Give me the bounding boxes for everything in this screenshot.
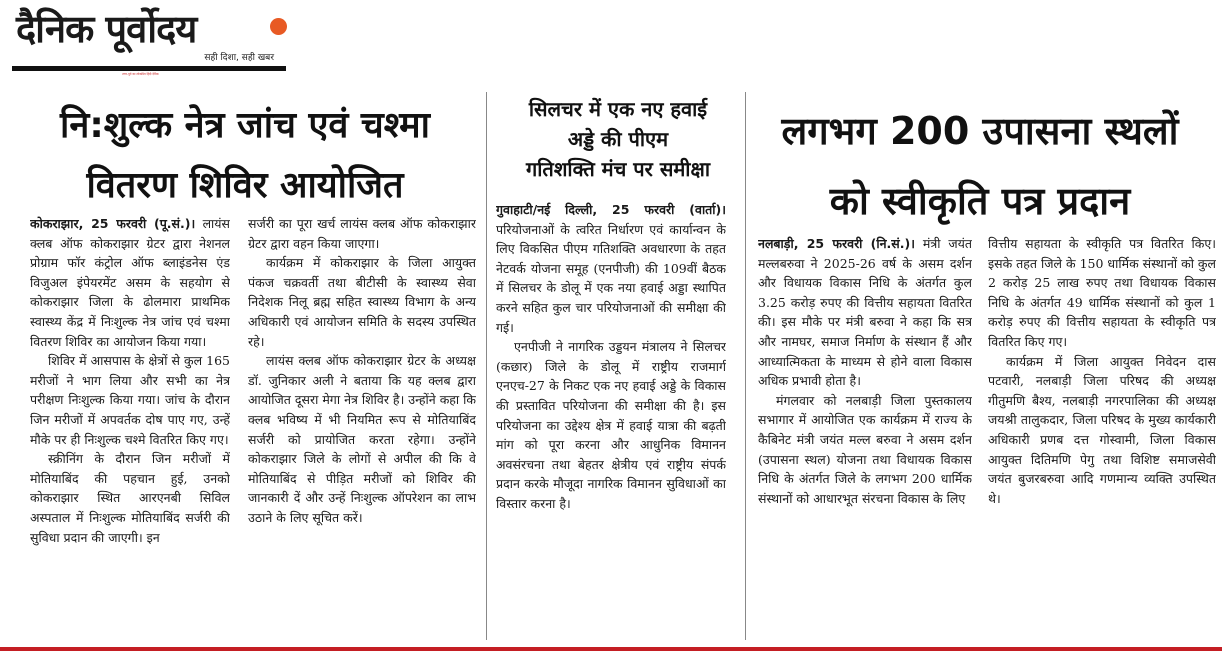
article3-paragraph-text: मंत्री जयंत मल्लबरुवा ने 2025-26 वर्ष के असम दर्शन और विधायक विकास निधि के अंतर्गत कुल 3.25 करोड़ रुपए की वित्तीय सहायता वितरित की। इस मौके पर मंत्री बरुवा ने कहा कि सत्र और नामघर, समाज निर्माण के संस्थान हैं और आध्यात्मिकता के माध्यम से होने वाला विकास अधिक प्रभावी होता है। bbox=[758, 236, 972, 389]
article1-paragraph: स्क्रीनिंग के दौरान जिन मरीजों में मोतियाबिंद की पहचान हुई, उनको कोकराझार स्थित आरएनबी सिविल अस्पताल में निःशुल्क मोतियाबिंद सर्जरी की सुविधा प्रदान की जाएगी। इन bbox=[30, 451, 230, 545]
article3-paragraph: वित्तीय सहायता के स्वीकृति पत्र वितरित किए। इसके तहत जिले के 150 धार्मिक संस्थानों को कुल 2 करोड़ 25 लाख रुपए तथा विधायक विकास निधि के अंतर्गत 49 धार्मिक संस्थानों को कुल 1 करोड़ रुपए की वित्तीय सहायता के स्वीकृति पत्र वितरित किए गए। bbox=[988, 236, 1216, 349]
article3-headline-line1: लगभग 200 उपासना स्थलों bbox=[781, 109, 1179, 153]
article1-paragraph bbox=[30, 214, 230, 351]
article1-headline-line1: नि:शुल्क नेत्र जांच एवं चश्मा bbox=[60, 105, 430, 146]
article3-paragraph: कार्यक्रम में जिला आयुक्त निवेदन दास पटवारी, नलबाड़ी जिला परिषद की अध्यक्ष गीतुमणि बैश्य, नलबाड़ी नगरपालिका की अध्यक्ष जयश्री तालुकदार, जिला परिषद के मुख्य कार्यकारी अधिकारी प्रणब दत्त गोस्वामी, जिला विकास आयुक्त दितिमणि पेगु तथा विशिष्ट समाजसेवी जयंत बुजरबरुवा आदि गणमान्य व्यक्ति उपस्थित थे। bbox=[988, 353, 1216, 506]
column-divider bbox=[745, 92, 746, 640]
page-bottom-bar bbox=[0, 647, 1222, 651]
column-divider bbox=[486, 92, 487, 640]
article1-headline-line2: वितरण शिविर आयोजित bbox=[86, 165, 404, 206]
article2-paragraph: एनपीजी ने नागरिक उड्डयन मंत्रालय ने सिलचर (कछार) जिले के डोलू में राष्ट्रीय राजमार्ग एनएच-27 के निकट एक नए हवाई अड्डे के विकास की प्रस्तावित परियोजना की समीक्षा की है। इस परियोजना का उद्देश्य क्षेत्र में हवाई यात्रा की बढ़ती मांग को पूरा करना और आधुनिक विमानन अवसंरचना तथा बेहतर क्षेत्रीय एवं राष्ट्रीय संपर्क प्रदान करके मौजूदा नागरिक विमानन सुविधाओं का विस्तार करना है। bbox=[496, 339, 726, 511]
masthead-small-print: उत्तर-पूर्व का लोकप्रिय हिंदी दैनिक bbox=[122, 72, 159, 76]
article2-paragraph-text: परियोजनाओं के त्वरित निर्धारण एवं कार्यान्वन के लिए विकसित पीएम गतिशक्ति अवधारणा के तहत नेटवर्क योजना समूह (एनपीजी) की 109वीं बैठक में सिलचर के डोलू में एक नया हवाई अड्डा स्थापित करने सहित कुल चार परियोजनाओं की समीक्षा की गई। bbox=[496, 221, 726, 335]
article3-headline-line2: को स्वीकृति पत्र प्रदान bbox=[829, 179, 1131, 223]
article3-paragraph bbox=[758, 234, 972, 391]
article1-column2 bbox=[248, 214, 476, 644]
article1-paragraph: सर्जरी का पूरा खर्च लायंस क्लब ऑफ कोकराझार ग्रेटर द्वारा वहन किया जाएगा। bbox=[248, 216, 476, 251]
article2-column bbox=[496, 200, 726, 640]
article3-dateline: नलबाड़ी, 25 फरवरी (नि.सं.)। bbox=[758, 236, 915, 251]
masthead-rule bbox=[12, 66, 286, 71]
article1-paragraph: शिविर में आसपास के क्षेत्रों से कुल 165 मरीजों ने भाग लिया और सभी का नेत्र परीक्षण निःशुल्क किया गया। जांच के दौरान जिन मरीजों में अपवर्तक दोष पाए गए, उन्हें मौके पर ही निःशुल्क चश्मे वितरित किए गए। bbox=[30, 353, 230, 447]
article2-headline-line1: सिलचर में एक नए हवाई bbox=[528, 97, 708, 121]
article3-column1 bbox=[758, 234, 972, 644]
article1-paragraph-text: लायंस क्लब ऑफ कोकराझार ग्रेटर द्वारा नेशनल प्रोग्राम फॉर कंट्रोल ऑफ ब्लाइंडनेस एंड विजुअल इंपेयरमेंट असम के सहयोग से कोकराझार जिला के ढोलमारा प्राथमिक स्वास्थ्य केंद्र में निःशुल्क नेत्र जांच एवं चश्मा वितरण शिविर का आयोजन किया गया। bbox=[30, 216, 230, 349]
article3-column2 bbox=[988, 234, 1216, 644]
article1-dateline: कोकराझार, 25 फरवरी (पू.सं.)। bbox=[30, 216, 196, 231]
masthead-title: दैनिक पूर्वोदय bbox=[16, 7, 197, 51]
article2-headline bbox=[492, 94, 744, 184]
article3-paragraph: मंगलवार को नलबाड़ी जिला पुस्तकालय सभागार में आयोजित एक कार्यक्रम में राज्य के कैबिनेट मंत्री जयंत मल्ल बरुवा ने असम दर्शन (उपासना स्थल) योजना तथा विधायक विकास निधि के अंतर्गत जिले के लगभग 200 धार्मिक संस्थानों को आधारभूत संरचना विकास के लिए bbox=[758, 392, 972, 506]
masthead bbox=[12, 6, 284, 76]
article1-column1 bbox=[30, 214, 230, 644]
article1-paragraph: कार्यक्रम में कोकराझार के जिला आयुक्त पंकज चक्रवर्ती तथा बीटीसी के स्वास्थ्य सेवा निदेशक निलू ब्रह्म सहित स्वास्थ्य विभाग के अन्य अधिकारी एवं आयोजन समिति के सदस्य उपस्थित रहे। bbox=[248, 255, 476, 349]
article1-paragraph: लायंस क्लब ऑफ कोकराझार ग्रेटर के अध्यक्ष डॉ. जुनिकार अली ने बताया कि यह क्लब द्वारा आयोजित दूसरा मेगा नेत्र शिविर है। उन्होंने कहा कि क्लब भविष्य में भी नियमित रूप से मोतियाबिंद सर्जरी को प्रायोजित करता रहेगा। उन्होंने कोकराझार जिले के लोगों से अपील की कि वे मोतियाबिंद से पीड़ित मरीजों को शिविर की जानकारी दें और उन्हें निःशुल्क ऑपरेशन का लाभ उठाने के लिए सूचित करें। bbox=[248, 353, 476, 525]
article2-headline-line3: गतिशक्ति मंच पर समीक्षा bbox=[525, 157, 710, 181]
article2-paragraph bbox=[496, 200, 726, 337]
masthead-logo-dot-icon bbox=[270, 18, 287, 35]
article2-headline-line2: अड्डे की पीएम bbox=[567, 127, 669, 151]
article1-headline bbox=[20, 96, 470, 216]
article2-dateline: गुवाहाटी/नई दिल्ली, 25 फरवरी (वार्ता)। bbox=[496, 202, 726, 217]
article3-headline bbox=[760, 96, 1200, 236]
masthead-tagline: सही दिशा, सही खबर bbox=[204, 53, 274, 63]
